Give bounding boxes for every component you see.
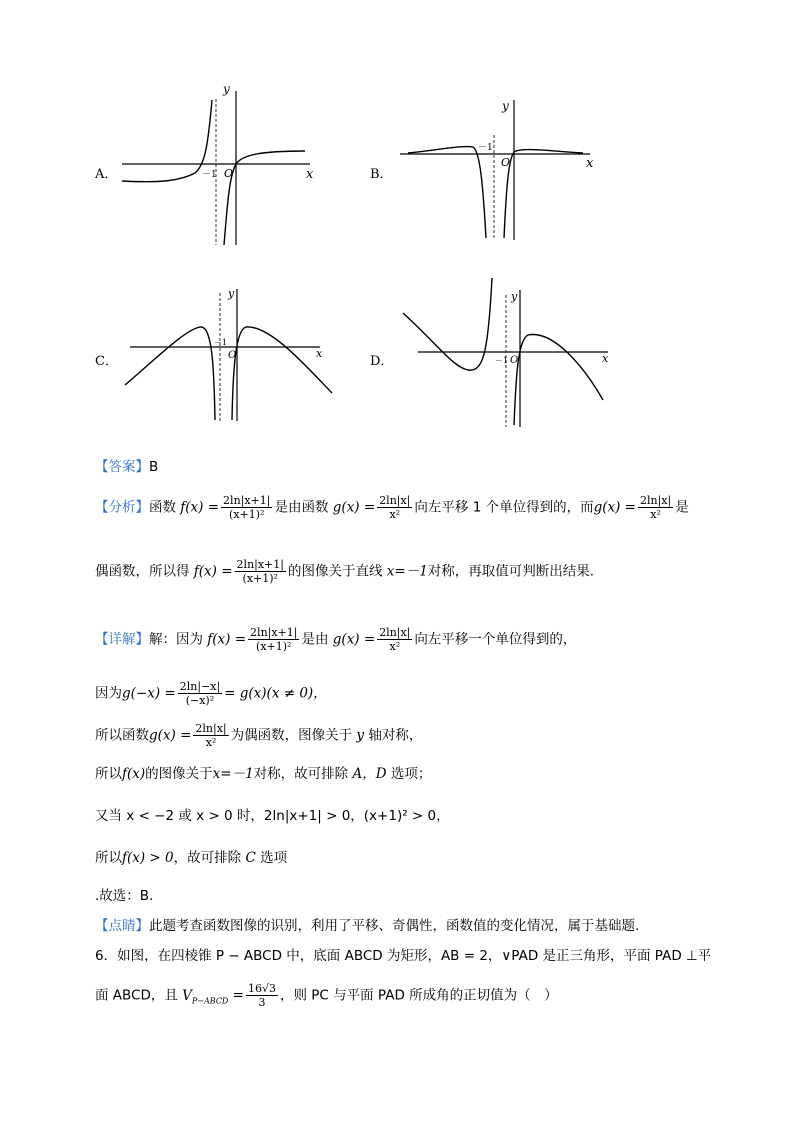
detail-text: ，故可排除 (173, 850, 242, 866)
fraction-f (235, 558, 286, 585)
graph-c-right-branch (232, 327, 332, 420)
option-ref: C (245, 850, 256, 866)
detail-text: 对称，故可排除 (253, 766, 349, 782)
graph-a-tick: －1 (202, 170, 217, 180)
detail-line-4 (95, 764, 431, 784)
fraction-v-num: 16√3 (247, 982, 276, 995)
volume-subscript: P−ABCD (191, 996, 229, 1006)
formula-g: g(x) = (332, 499, 376, 516)
formula-f: f(x) = (180, 499, 220, 516)
option-a-label: A． (95, 167, 118, 182)
analysis-text: 对称，再取值可判断出结果. (427, 563, 595, 580)
fraction-f-den: (x+1)² (229, 508, 265, 521)
formula-line: x=－1 (386, 563, 428, 580)
graph-a-origin: O (224, 167, 234, 180)
analysis-line-2 (95, 558, 594, 585)
fraction-f-num: 2ln|x+1| (236, 558, 284, 571)
detail-text: 选项 (260, 850, 288, 866)
volume-label: V (182, 987, 192, 1004)
formula-y: y (356, 727, 365, 744)
analysis-text: 的图像关于直线 (287, 563, 383, 580)
option-refs: A，D (352, 766, 387, 782)
formula-f: f(x) > 0 (122, 850, 174, 866)
detail-text: 轴对称， (368, 727, 423, 744)
graph-a-left-branch (122, 100, 212, 182)
fraction-g-den: x² (650, 508, 661, 521)
graph-b-origin: O (501, 156, 511, 169)
graph-c-left-branch (125, 327, 215, 420)
formula-f: f(x) = (193, 563, 233, 580)
detail-line-1 (95, 626, 576, 653)
graph-b-left-branch (408, 147, 486, 238)
question-6-line-2 (95, 982, 558, 1011)
analysis-text: 向左平移 1 个单位得到的，而 (414, 499, 594, 516)
graph-d-origin: O (510, 355, 519, 366)
graph-b-y-label: y (502, 99, 509, 113)
formula-g-neg: g(−x) = (122, 685, 176, 702)
graph-c-tick: －1 (214, 338, 228, 347)
fraction-n-den: (−x)² (185, 694, 215, 707)
fraction-n-num: 2ln|−x| (179, 680, 221, 693)
formula-even: = g(x)(x ≠ 0)， (224, 685, 327, 702)
analysis-line-1 (95, 494, 689, 521)
fraction-g (377, 626, 412, 653)
graph-a (120, 85, 320, 250)
graph-c-origin: O (228, 350, 237, 361)
graph-b (398, 95, 598, 245)
fraction-g-num: 2ln|x| (379, 626, 411, 639)
graph-d-left-branch (403, 278, 492, 370)
fraction-f (221, 494, 272, 521)
fraction-g-num: 2ln|x| (195, 722, 227, 735)
graph-b-right-branch (504, 150, 583, 238)
question-text: ，则 PC 与平面 PAD 所成角的正切值为（ ） (279, 987, 558, 1004)
graph-a-x-label: x (306, 167, 314, 182)
fraction-g-neg (178, 680, 222, 707)
analysis-text: 偶函数，所以得 (95, 563, 190, 580)
fraction-g-num: 2ln|x| (379, 494, 411, 507)
detail-line-5: 又当 x < −2 或 x > 0 时，2ln|x+1| > 0，(x+1)² > 0， (95, 808, 450, 824)
fraction-f-num: 2ln|x+1| (223, 494, 271, 507)
fraction-volume (246, 982, 278, 1009)
formula-f: f(x) (122, 766, 146, 782)
answer-value: B (149, 459, 159, 475)
detail-text: 为偶函数，图像关于 (230, 727, 353, 744)
fraction-g-den: x² (389, 508, 401, 521)
formula-line: x=－1 (212, 766, 254, 782)
graph-d-y-label: y (511, 290, 518, 303)
graph-c-y-label: y (228, 287, 235, 300)
fraction-v-den: 3 (258, 996, 266, 1009)
detail-line-3 (95, 722, 422, 749)
fraction-g (638, 494, 673, 521)
formula-g: g(x) = (593, 499, 636, 516)
question-text: 面 ABCD，且 (95, 987, 178, 1004)
detail-text: 向左平移一个单位得到的， (414, 631, 577, 648)
analysis-tag: 【分析】 (95, 499, 149, 516)
answer-tag: 【答案】 (95, 459, 149, 475)
analysis-text: 是由函数 (274, 499, 329, 516)
formula-g: g(x) = (332, 631, 376, 648)
detail-line-2 (95, 680, 327, 707)
graph-b-x-label: x (586, 156, 594, 171)
fraction-f-num: 2ln|x+1| (250, 626, 298, 639)
detail-text: 所以 (95, 766, 122, 782)
option-d-label: D． (370, 354, 394, 369)
graph-c (120, 285, 340, 425)
graph-d (398, 275, 618, 430)
detail-line-7: .故选：B. (95, 888, 154, 904)
detail-text: 选项； (390, 766, 432, 782)
formula-g: g(x) = (149, 727, 192, 744)
option-c-label: C． (95, 354, 118, 369)
question-6-line-1: 6．如图，在四棱锥 P − ABCD 中，底面 ABCD 为矩形，AB = 2，∨PAD 是正三角形，平面 PAD ⊥平 (95, 948, 712, 964)
graph-b-tick: －1 (478, 143, 493, 153)
graph-d-right-branch (514, 335, 603, 425)
detail-tag: 【详解】 (95, 631, 149, 648)
fraction-g-den: x² (205, 736, 217, 749)
graph-d-x-label: x (602, 352, 609, 365)
option-b-label: B． (370, 167, 393, 182)
graph-a-y-label: y (223, 85, 230, 96)
detail-text: 所以函数 (95, 727, 149, 744)
fraction-g (193, 722, 228, 749)
detail-text: 是由 (301, 631, 329, 648)
graph-c-x-label: x (316, 347, 323, 360)
comment-text: 此题考查函数图像的识别，利用了平移、奇偶性，函数值的变化情况，属于基础题. (149, 918, 640, 934)
fraction-f-den: (x+1)² (242, 572, 278, 585)
fraction-g-num: 2ln|x| (639, 494, 672, 507)
detail-line-6 (95, 848, 287, 868)
comment-tag: 【点睛】 (95, 918, 149, 934)
volume-symbol (182, 988, 228, 1004)
answer-line (95, 457, 158, 477)
equals-sign: = (232, 987, 244, 1004)
detail-text: 的图像关于 (145, 766, 213, 782)
analysis-text: 函数 (149, 499, 176, 516)
graph-d-tick: －1 (495, 356, 509, 365)
fraction-f-den: (x+1)² (256, 640, 292, 653)
fraction-f (248, 626, 299, 653)
comment-line (95, 916, 639, 936)
detail-text: 解：因为 (149, 631, 203, 648)
analysis-text: 是 (675, 499, 689, 516)
formula-f: f(x) = (207, 631, 247, 648)
fraction-g (377, 494, 412, 521)
detail-text: 因为 (95, 685, 122, 702)
fraction-g-den: x² (389, 640, 401, 653)
detail-text: 所以 (95, 850, 122, 866)
